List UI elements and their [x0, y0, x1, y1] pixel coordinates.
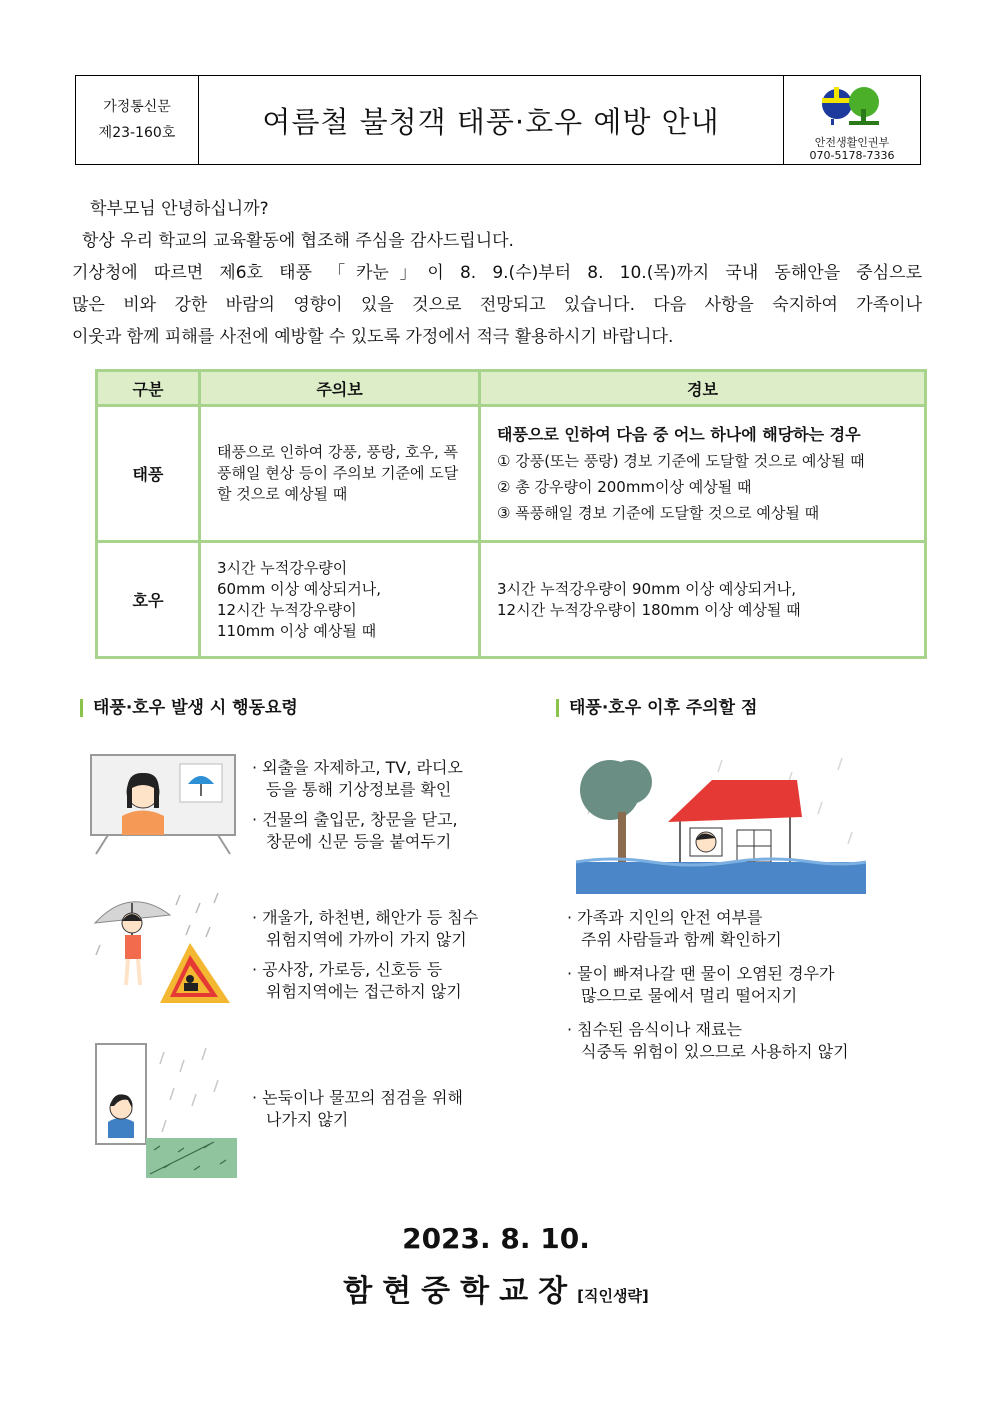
list-item: [252, 1087, 463, 1131]
during-group-3: [252, 1087, 463, 1139]
intro-text: [72, 193, 922, 353]
typhoon-label: 태풍: [97, 406, 200, 542]
list-item-line: 나가지 않기: [266, 1110, 349, 1129]
principal-name: 함현중학교장: [343, 1274, 578, 1309]
doc-type: 가정통신문: [103, 99, 171, 115]
list-item: [567, 963, 849, 1007]
rain-advisory-line: 110mm 이상 예상될 때: [217, 621, 377, 640]
list-item-line: 식중독 위험이 있으므로 사용하지 않기: [581, 1042, 849, 1061]
doc-info: [76, 76, 199, 164]
rain-warning-line: 3시간 누적강우량이 90mm 이상 예상되거나,: [497, 579, 797, 598]
rain-advisory-line: 3시간 누적강우량이: [217, 558, 348, 577]
table-row: [97, 542, 926, 658]
typhoon-warning-item: ① 강풍(또는 풍랑) 경보 기준에 도달할 것으로 예상될 때: [497, 451, 865, 470]
list-item-line: 위험지역에 가까이 가지 않기: [266, 930, 467, 949]
during-group-2: [252, 907, 478, 1011]
dept-phone: 070-5178-7336: [809, 149, 895, 162]
principal-signature: [0, 1266, 992, 1310]
list-item: [252, 959, 478, 1003]
greeting: 학부모님 안녕하십니까?: [90, 199, 269, 219]
school-logo-box: [783, 76, 920, 164]
col-warning: 경보: [480, 371, 926, 406]
body-line-3: 이웃과 함께 피해를 사전에 예방할 수 있도록 가정에서 적극 활용하시기 바랍니다.: [72, 327, 674, 347]
body-line-2: 많은 비와 강한 바람의 영향이 있을 것으로 전망되고 있습니다. 다음 사항을 숙지하여 가족이나: [72, 295, 922, 315]
doc-number: 제23-160호: [98, 125, 176, 141]
document-header: [75, 75, 921, 165]
list-item-line: · 물이 빠져나갈 땐 물이 오염된 경우가: [567, 964, 835, 983]
list-item-line: · 외출을 자제하고, TV, 라디오: [252, 758, 463, 777]
list-item: [252, 907, 478, 951]
list-item-line: · 가족과 지인의 안전 여부를: [567, 908, 763, 927]
after-list: [567, 907, 849, 1071]
list-item-line: · 개울가, 하천변, 해안가 등 침수: [252, 908, 479, 927]
typhoon-warning-item: ② 총 강우량이 200mm이상 예상될 때: [497, 477, 752, 496]
warning-criteria-table: [95, 369, 927, 659]
rain-advisory-line: 12시간 누적강우량이: [217, 600, 357, 619]
list-item: [567, 1019, 849, 1063]
page-title: 여름철 불청객 태풍·호우 예방 안내: [262, 104, 720, 139]
section-during-title: 태풍·호우 발생 시 행동요령: [80, 699, 298, 717]
rain-warning: [480, 542, 926, 658]
typhoon-warning: [480, 406, 926, 542]
rain-warning-line: 12시간 누적강우량이 180mm 이상 예상될 때: [497, 600, 801, 619]
col-category: 구분: [97, 371, 200, 406]
table-row: [97, 406, 926, 542]
rain-label: 호우: [97, 542, 200, 658]
rain-advisory: [200, 542, 480, 658]
col-advisory: 주의보: [200, 371, 480, 406]
list-item-line: · 공사장, 가로등, 신호등 등: [252, 960, 443, 979]
body-line-1: 기상청에 따르면 제6호 태풍 「카눈」이 8. 9.(수)부터 8. 10.(목)까지 국내 동해안을 중심으로: [72, 263, 922, 283]
list-item-line: 창문에 신문 등을 붙여두기: [266, 832, 452, 851]
section-after-title: 태풍·호우 이후 주의할 점: [556, 699, 757, 717]
typhoon-warning-item: ③ 폭풍해일 경보 기준에 도달할 것으로 예상될 때: [497, 503, 820, 522]
typhoon-warning-title: 태풍으로 인하여 다음 중 어느 하나에 해당하는 경우: [497, 424, 861, 444]
list-item-line: 등을 통해 기상정보를 확인: [266, 780, 452, 799]
window-paddy-illustration: [94, 1042, 239, 1180]
flooded-house-illustration: [572, 752, 870, 896]
list-item-line: · 침수된 음식이나 재료는: [567, 1020, 742, 1039]
seal-note: [직인생략]: [577, 1287, 649, 1305]
list-item-line: · 논둑이나 물꼬의 점검을 위해: [252, 1088, 463, 1107]
list-item-line: 많으므로 물에서 멀리 떨어지기: [581, 986, 798, 1005]
school-logo-icon: [817, 84, 887, 136]
list-item: [567, 907, 849, 951]
list-item: [252, 809, 463, 853]
tv-weather-illustration: [88, 750, 238, 858]
typhoon-advisory: 태풍으로 인하여 강풍, 풍랑, 호우, 폭풍해일 현상 등이 주의보 기준에 도달할 것으로 예상될 때: [200, 406, 480, 542]
list-item: [252, 757, 463, 801]
rain-advisory-line: 60mm 이상 예상되거나,: [217, 579, 382, 598]
table-header-row: [97, 371, 926, 406]
list-item-line: · 건물의 출입문, 창문을 닫고,: [252, 810, 458, 829]
list-item-line: 주위 사람들과 함께 확인하기: [581, 930, 782, 949]
list-item-line: 위험지역에는 접근하지 않기: [266, 982, 462, 1001]
during-group-1: [252, 757, 463, 861]
thanks: 항상 우리 학교의 교육활동에 협조해 주심을 감사드립니다.: [82, 231, 514, 251]
danger-area-illustration: [90, 885, 240, 1010]
issue-date: 2023. 8. 10.: [402, 1222, 590, 1255]
dept-name: 안전생활인권부: [814, 136, 890, 149]
